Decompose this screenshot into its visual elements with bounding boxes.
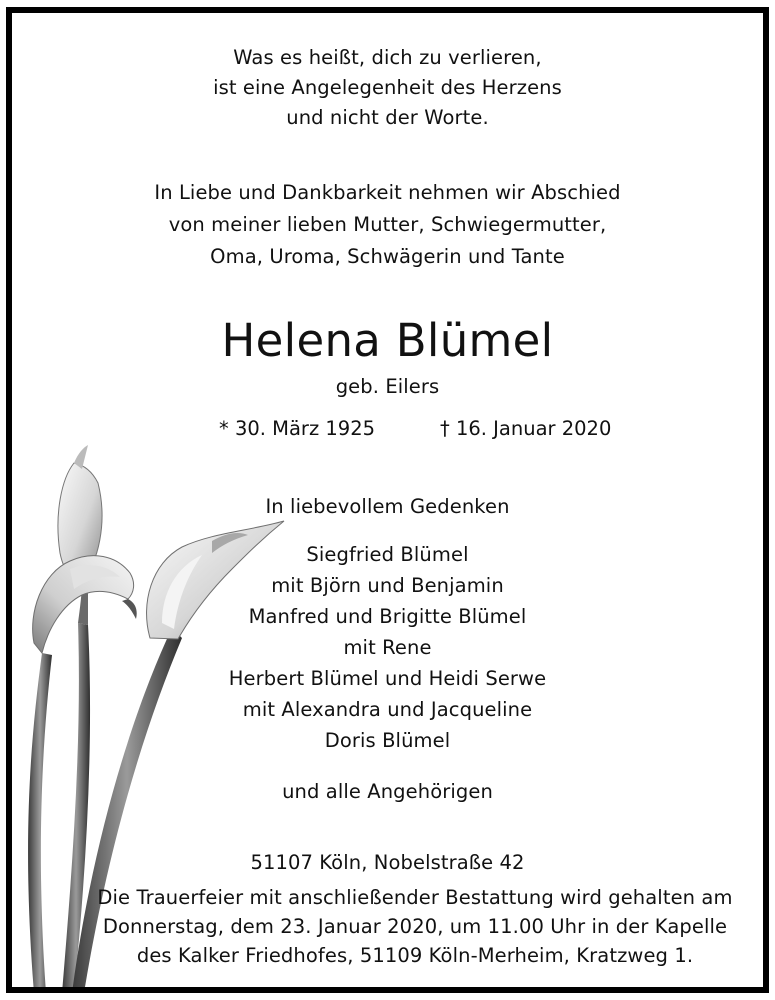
farewell-line-2: von meiner lieben Mutter, Schwiegermutter, [168,213,607,236]
mourner-line-4: mit Rene [343,636,432,659]
mourner-line-1: Siegfried Blümel [306,543,469,566]
birth-date: * 30. März 1925 [219,417,376,440]
death-date: † 16. Januar 2020 [440,417,612,440]
mourner-line-5: Herbert Blümel und Heidi Serwe [228,667,547,690]
deceased-name: Helena Blümel [221,314,554,367]
mourner-line-2: mit Björn und Benjamin [271,574,504,597]
life-dates [12,417,763,441]
motto-line-2: ist eine Angelegenheit des Herzens [213,76,562,99]
mourner-line-7: Doris Blümel [324,729,451,752]
motto-line-3: und nicht der Worte. [286,106,489,129]
service-line-3: des Kalker Friedhofes, 51109 Köln-Merheim, Kratzweg 1. [136,944,694,967]
obituary-notice [6,7,769,993]
service-line-2: Donnerstag, dem 23. Januar 2020, um 11.00 Uhr in der Kapelle [102,915,728,938]
relatives-line: und alle Angehörigen [282,780,493,803]
memorial-heading: In liebevollem Gedenken [265,495,510,518]
birth-name: geb. Eilers [335,375,440,398]
address-line: 51107 Köln, Nobelstraße 42 [250,851,525,874]
farewell-line-1: In Liebe und Dankbarkeit nehmen wir Abschied [154,181,621,204]
motto-line-1: Was es heißt, dich zu verlieren, [233,46,542,69]
mourner-line-3: Manfred und Brigitte Blümel [248,605,527,628]
mourner-line-6: mit Alexandra und Jacqueline [242,698,533,721]
service-line-1: Die Trauerfeier mit anschließender Bestattung wird gehalten am [97,886,733,909]
farewell-line-3: Oma, Uroma, Schwägerin und Tante [210,245,565,268]
